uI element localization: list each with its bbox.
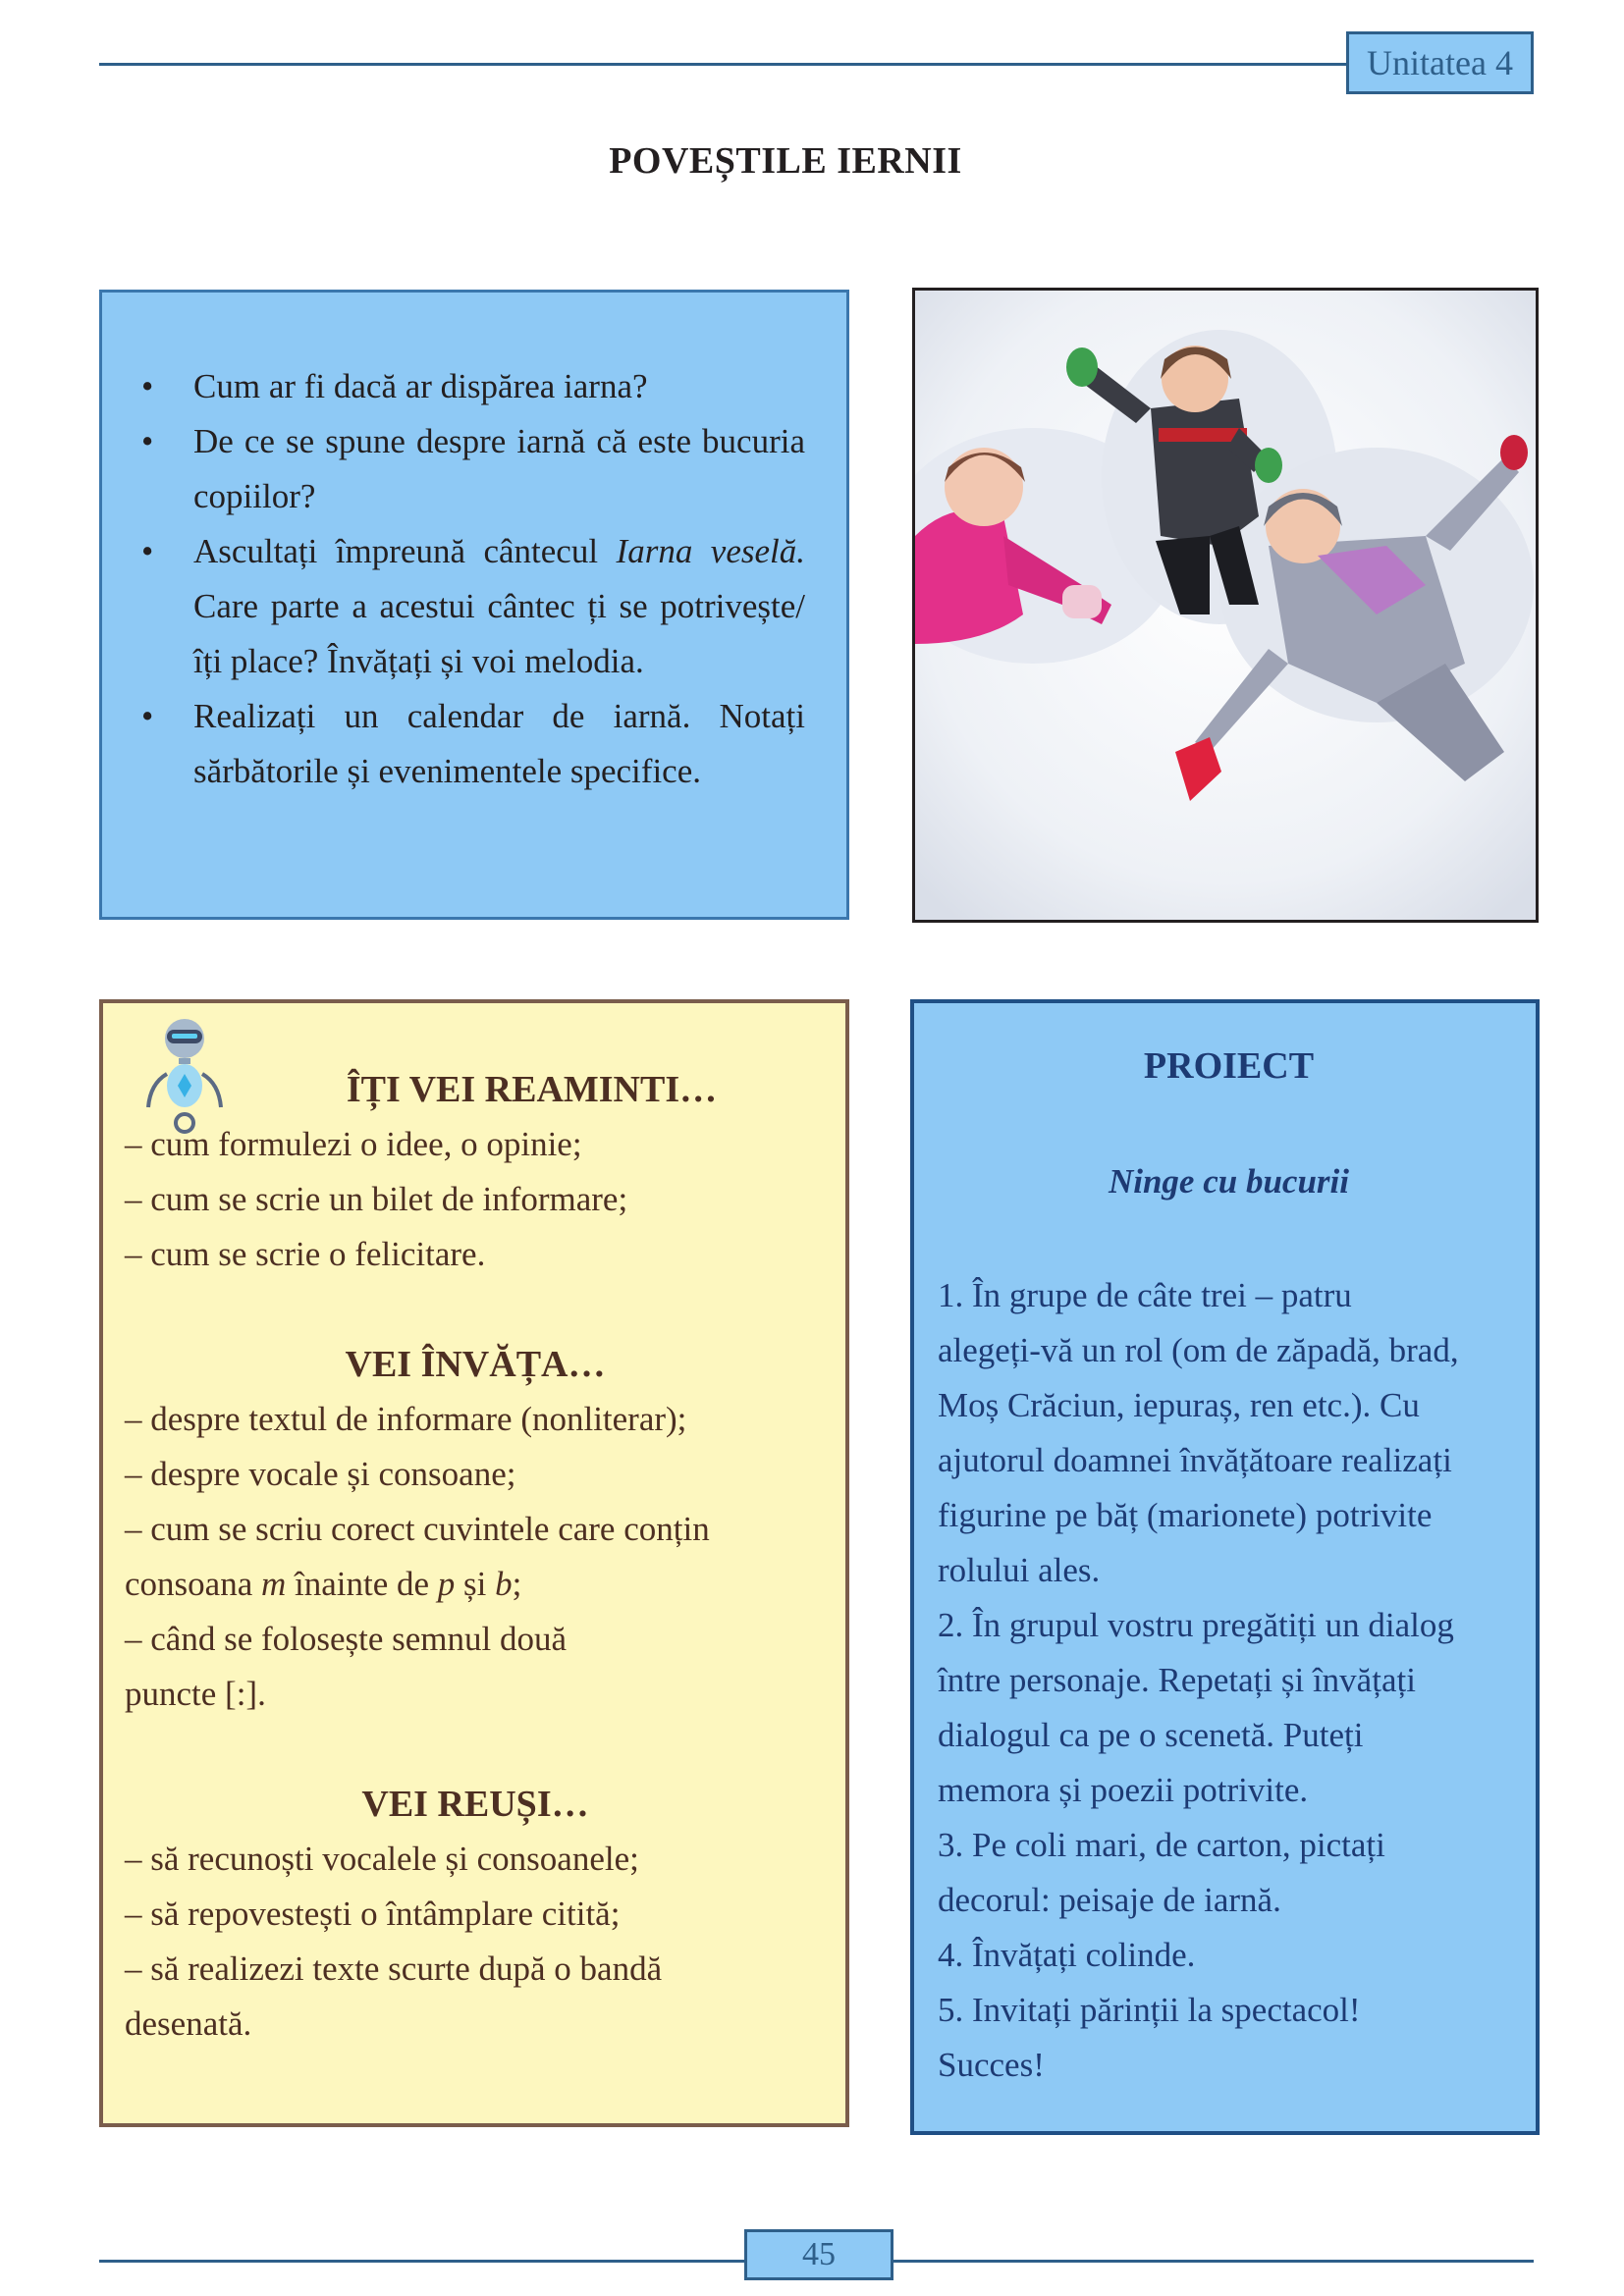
remember-heading: ÎȚI VEI REAMINTI… [346,1069,718,1110]
robot-icon [142,1013,227,1139]
question-item: • De ce se spune despre iarnă că este bucuria copiilor? [141,414,805,524]
project-line: decorul: peisaje de iarnă. [938,1881,1281,1919]
page-title: POVEȘTILE IERNII [609,140,962,182]
project-line: rolului ales. [938,1551,1101,1589]
objectives-box [99,999,849,2127]
header-rule [99,63,1349,66]
project-line: Moș Crăciun, iepuraș, ren etc.). Cu [938,1386,1420,1424]
children-snow-angels-photo [912,288,1539,923]
letter-m: m [260,1565,287,1603]
learn-item: puncte [:]. [125,1675,266,1713]
remember-item: – cum se scrie un bilet de informare; [125,1180,628,1218]
project-title: PROIECT [1143,1045,1315,1087]
unit-label: Unitatea 4 [1346,31,1534,94]
project-line: Succes! [938,2046,1045,2084]
letter-p: p [437,1565,456,1603]
project-line: dialogul ca pe o scenetă. Puteți [938,1716,1364,1754]
project-line: memora și poezii potrivite. [938,1771,1309,1809]
learn-text: ; [512,1565,522,1603]
spacer [125,1722,826,1777]
question-item: • Cum ar fi dacă ar dispărea iarna? [141,359,805,414]
project-box [910,999,1540,2135]
project-line: 3. Pe coli mari, de carton, pictați [938,1826,1385,1864]
project-steps [938,1268,1520,2093]
project-line: 2. În grupul vostru pregătiți un dialog [938,1606,1454,1644]
project-line: figurine pe băț (marionete) potrivite [938,1496,1433,1534]
spacer [125,1282,826,1337]
learn-text: și [455,1565,496,1603]
song-title: Iarna veselă. [616,532,805,570]
questions-list [141,359,805,799]
succeed-item: – să repovestești o întâmplare citită; [125,1895,621,1933]
learn-item: – despre textul de informare (nonliterar); [125,1400,687,1438]
project-line: 5. Invitați părinții la spectacol! [938,1991,1361,2029]
project-line: 4. Învățați colinde. [938,1936,1196,1974]
question-text: Ascultați împreună cântecul [193,532,617,570]
succeed-item: – să realizezi texte scurte după o bandă [125,1949,663,1988]
learn-text: consoana [125,1565,261,1603]
remember-item: – cum se scrie o felicitare. [125,1235,486,1273]
question-item [141,524,805,689]
remember-item: – cum formulezi o idee, o opinie; [125,1125,582,1163]
learn-item: – când se folosește semnul două [125,1620,568,1658]
learn-text: înainte de [286,1565,438,1603]
learn-heading: VEI ÎNVĂȚA… [345,1344,606,1385]
footer-rule-left [99,2260,745,2263]
project-line: între personaje. Repetați și învățați [938,1661,1416,1699]
project-line: ajutorul doamnei învățătoare realizați [938,1441,1452,1479]
letter-b: b [495,1565,513,1603]
footer-rule-right [892,2260,1534,2263]
question-text: Care parte a acestui cântec ți se potrivește/îți place? Învățați și voi melodia. [193,587,805,680]
succeed-item: desenată. [125,2004,252,2043]
project-line: 1. În grupe de câte trei – patru [938,1276,1352,1314]
learn-item: – despre vocale și consoane; [125,1455,516,1493]
page-number: 45 [744,2229,893,2280]
question-item: • Realizați un calendar de iarnă. Notați sărbătorile și evenimentele specifice. [141,689,805,799]
learn-item: – cum se scriu corect cuvintele care conțin [125,1510,710,1548]
project-line: alegeți-vă un rol (om de zăpadă, brad, [938,1331,1459,1369]
succeed-item: – să recunoști vocalele și consoanele; [125,1840,639,1878]
project-subtitle: Ninge cu bucurii [1108,1162,1350,1201]
learn-item [125,1557,826,1612]
succeed-heading: VEI REUȘI… [361,1784,589,1825]
questions-box [99,290,849,920]
